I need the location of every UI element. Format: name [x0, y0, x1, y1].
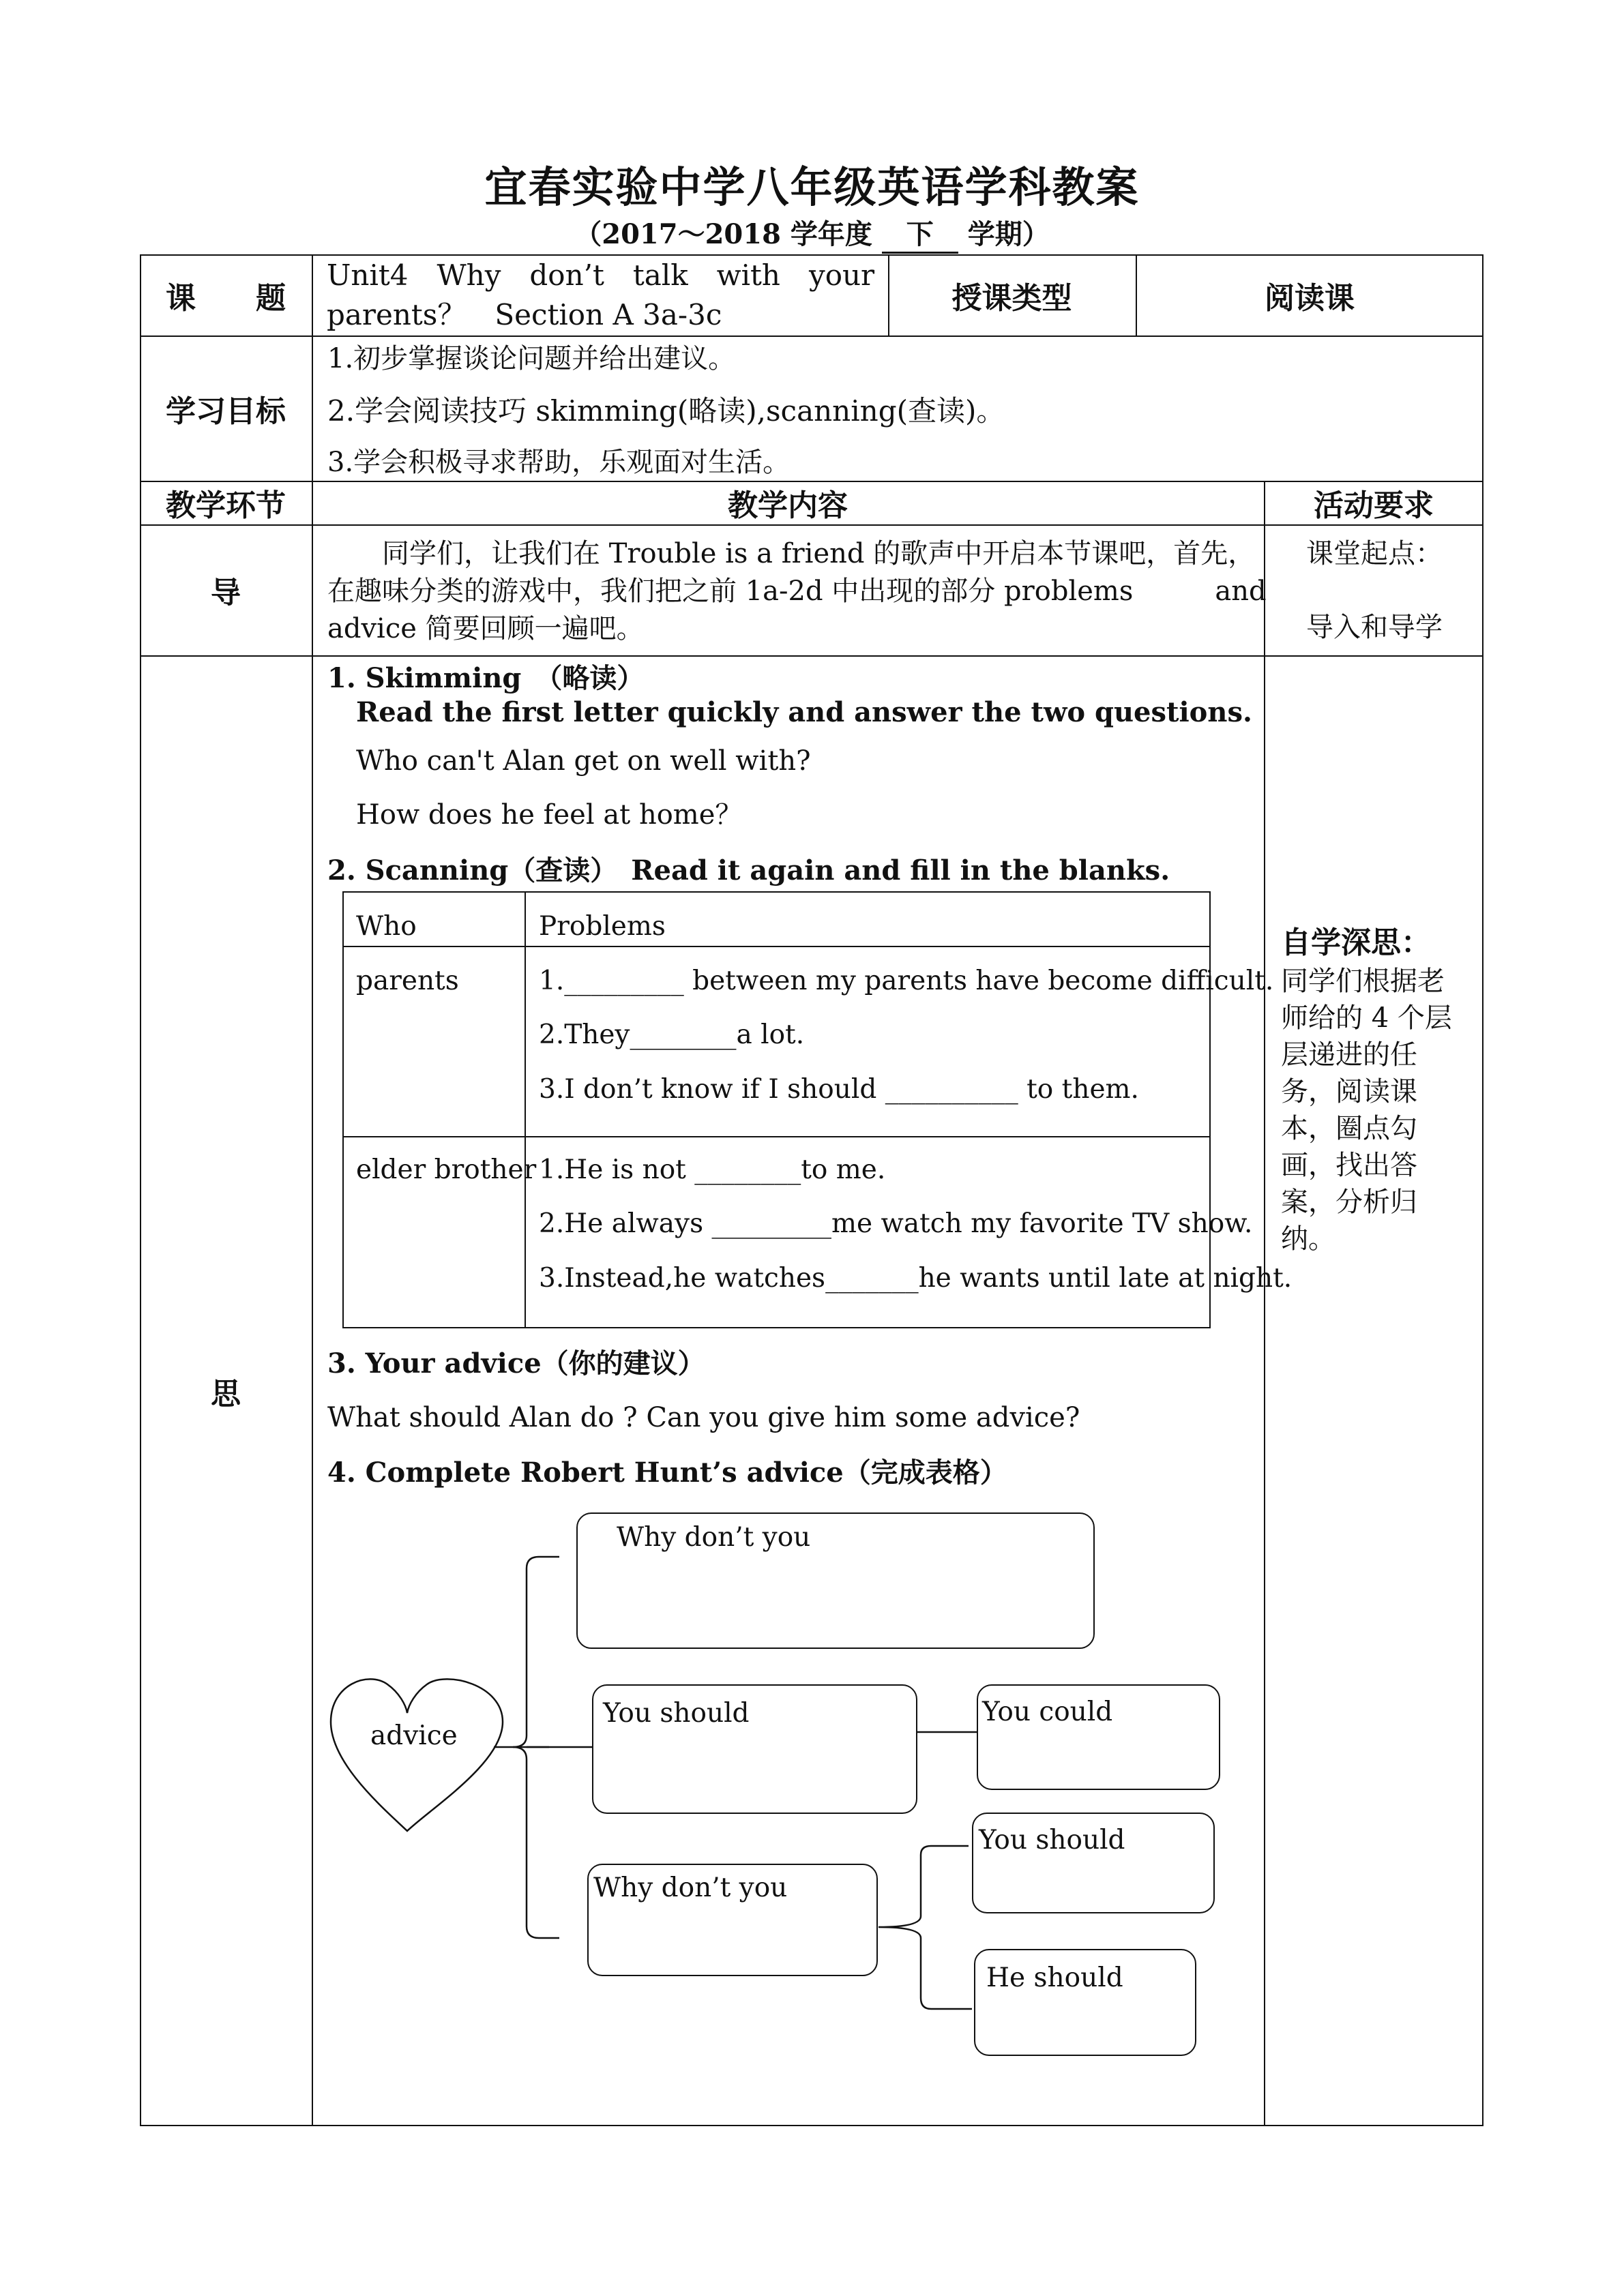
scanning-title: 2. Scanning（查读） Read it again and fill in the blanks.: [327, 854, 1170, 886]
complete-advice-title: 4. Complete Robert Hunt’s advice（完成表格）: [327, 1457, 1007, 1489]
skimming-title: 1. Skimming （略读）: [327, 662, 645, 694]
goals-label: 学习目标: [166, 393, 286, 429]
skimming-question-2: How does he feel at home？: [356, 799, 743, 831]
stage-think: 思: [211, 1376, 241, 1412]
advice-box-1-label: Why don’t you: [617, 1522, 811, 1553]
table-problem-item: 2.They________a lot.: [539, 1019, 805, 1050]
table-who-parents: parents: [356, 966, 459, 996]
guide-line-3: advice 简要回顾一遍吧。: [327, 613, 644, 644]
document-title: 宜春实验中学八年级英语学科教案: [484, 162, 1140, 212]
skimming-instruction: Read the first letter quickly and answer the two questions.: [356, 696, 1252, 728]
subtitle-prefix: （2017～2018 学年度: [574, 218, 872, 250]
advice-title: 3. Your advice（你的建议）: [327, 1347, 705, 1380]
requirement-line: 务，阅读课: [1281, 1076, 1417, 1107]
skimming-question-1: Who can't Alan get on well with?: [356, 745, 811, 777]
table-problem-item: 3.I don’t know if I should __________ to them.: [539, 1074, 1139, 1105]
heart-icon: [331, 1679, 503, 1831]
subtitle-term: 下: [882, 213, 958, 254]
stage-guide: 导: [211, 576, 241, 610]
requirement-line: 师给的 4 个层: [1281, 1002, 1452, 1034]
goal-item: 3.学会积极寻求帮助，乐观面对生活。: [327, 447, 791, 478]
guide-line-1: 同学们，让我们在 Trouble is a friend 的歌声中开启本节课吧，首先，: [327, 538, 1256, 569]
advice-box-2-label: You should: [603, 1698, 750, 1729]
content-header: 教学内容: [728, 488, 848, 523]
topic-line-1: Unit4 Why don’t talk with your: [327, 258, 875, 292]
advice-box-6-label: He should: [986, 1963, 1123, 1993]
requirement-line: 纳。: [1281, 1223, 1335, 1255]
table-problem-item: 2.He always _________me watch my favorite TV show.: [539, 1208, 1253, 1239]
lesson-type-label: 授课类型: [951, 280, 1072, 316]
table-problem-item: 3.Instead,he watches_______he wants until late at night.: [539, 1263, 1293, 1294]
table-header-who: Who: [356, 911, 417, 942]
guide-requirement-1: 课堂起点：: [1306, 538, 1443, 569]
requirement-line: 同学们根据老: [1281, 966, 1445, 997]
table-who-brother: elder brother: [356, 1154, 537, 1185]
goal-item: 2.学会阅读技巧 skimming(略读),scanning(查读)。: [327, 394, 1005, 428]
table-problem-item: 1.He is not ________to me.: [539, 1154, 886, 1185]
requirement-line: 本，圈点勾: [1281, 1113, 1417, 1144]
requirement-line: 案，分析归: [1281, 1187, 1417, 1218]
topic-line-2: parents？ Section A 3a-3c: [327, 298, 722, 331]
stage-header: 教学环节: [166, 488, 286, 523]
think-requirement-title: 自学深思：: [1281, 925, 1431, 960]
goal-item: 1.初步掌握谈论问题并给出建议。: [327, 343, 736, 374]
advice-question: What should Alan do ? Can you give him some advice?: [327, 1402, 1080, 1433]
requirement-header: 活动要求: [1314, 488, 1434, 523]
think-requirement-text: [1281, 963, 1452, 1257]
topic-label: 课 题: [166, 280, 286, 316]
requirement-line: 画，找出答: [1281, 1150, 1417, 1181]
requirement-line: 层递进的任: [1281, 1039, 1417, 1071]
subtitle-suffix: 学期）: [967, 218, 1050, 250]
table-problem-item: 1._________ between my parents have become difficult.: [539, 966, 1274, 996]
advice-box-3-label: You could: [982, 1697, 1113, 1727]
advice-box-4-label: Why don’t you: [593, 1873, 788, 1903]
advice-box-5-label: You should: [979, 1825, 1125, 1855]
lesson-type-value: 阅读课: [1265, 280, 1355, 316]
heart-label: advice: [370, 1720, 458, 1751]
guide-line-2: 在趣味分类的游戏中，我们把之前 1a-2d 中出现的部分 problems and: [327, 576, 1267, 607]
table-header-problems: Problems: [539, 911, 666, 942]
guide-requirement-2: 导入和导学: [1306, 612, 1443, 643]
